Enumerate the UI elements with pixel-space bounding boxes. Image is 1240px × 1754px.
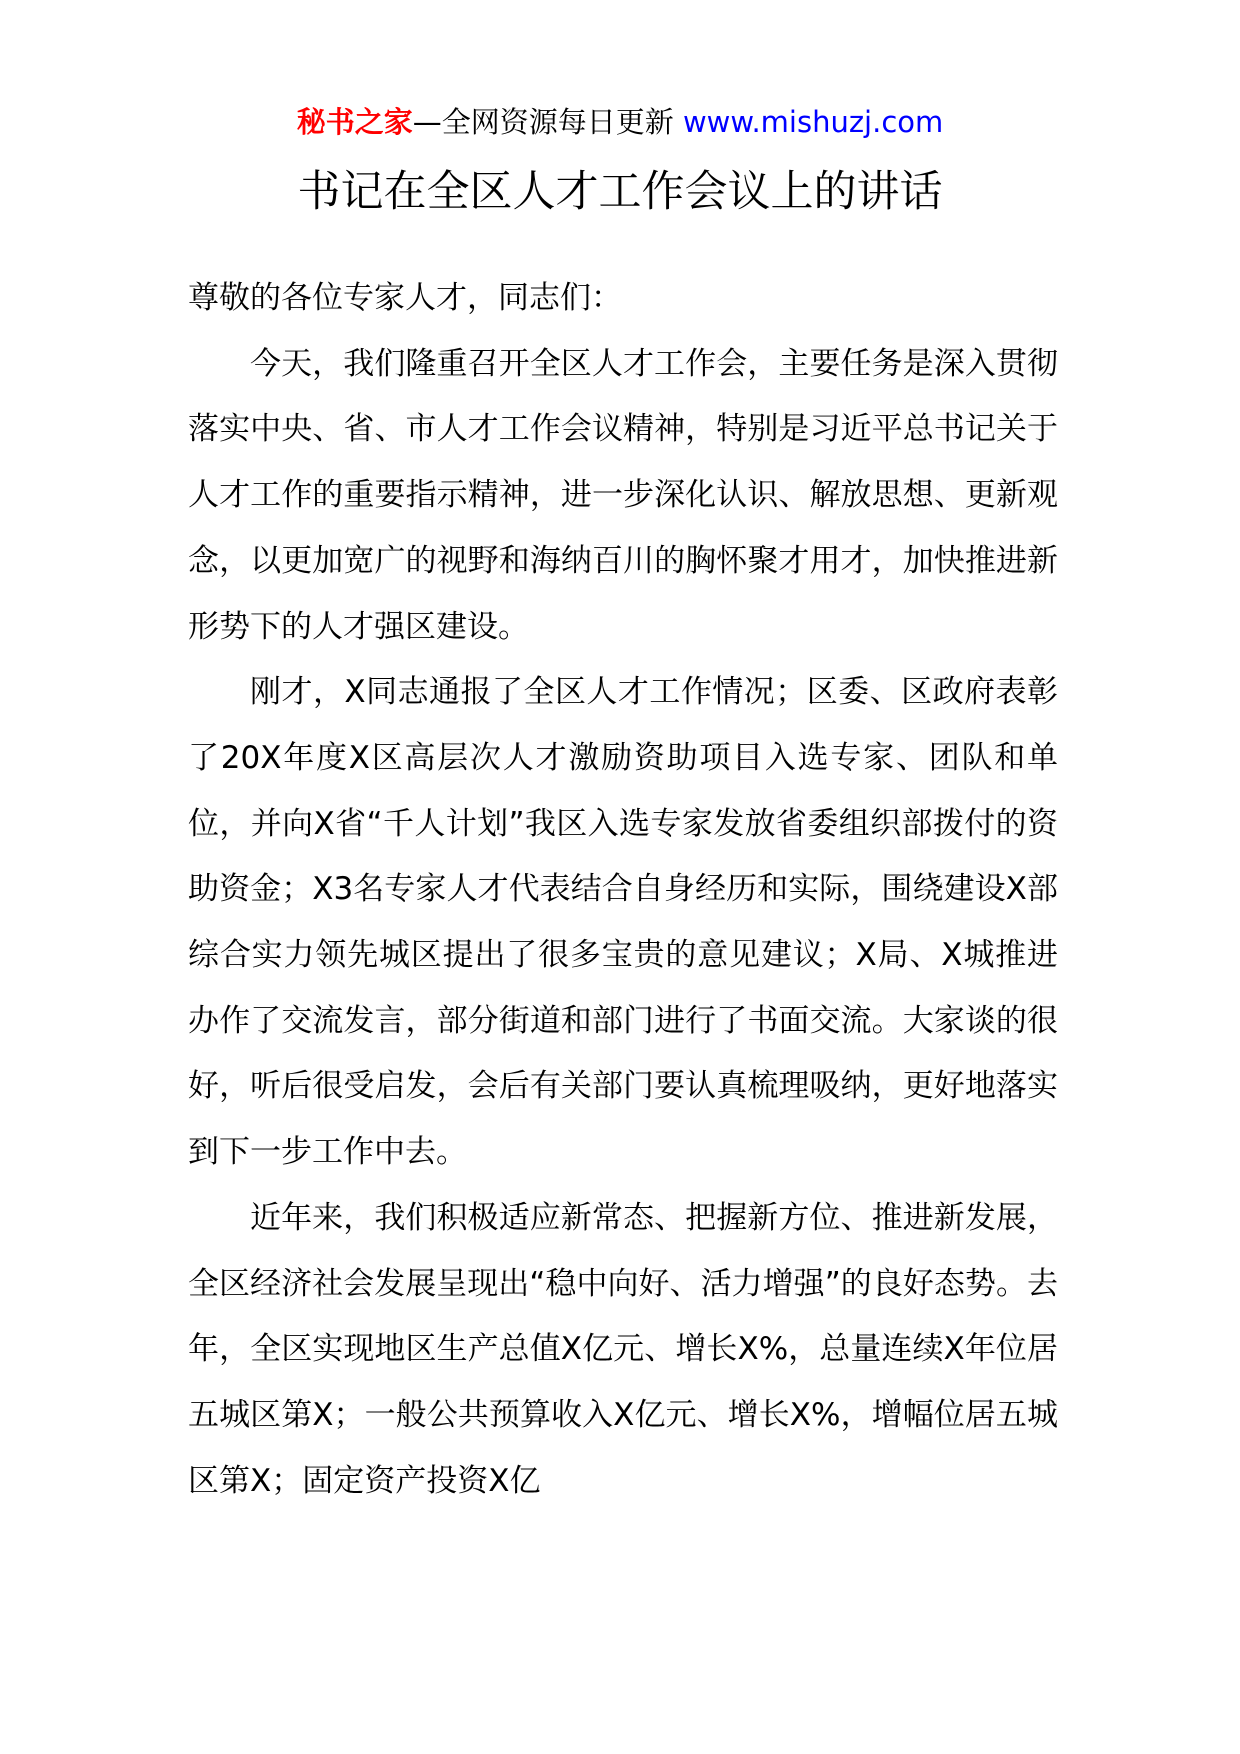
salutation: 尊敬的各位专家人才，同志们： <box>188 280 622 316</box>
header-tagline: —全网资源每日更新 <box>412 105 683 139</box>
paragraph-1: 今天，我们隆重召开全区人才工作会，主要任务是深入贯彻落实中央、省、市人才工作会议精神，特别是习近平总书记关于人才工作的重要指示精神，进一步深化认识、解放思想、更新观念，以更加宽广的视野和海纳百川的胸怀聚才用才，加快推进新形势下的人才强区建设。 <box>188 345 1058 645</box>
site-header <box>0 102 1240 142</box>
brand-name: 秘书之家 <box>296 105 413 139</box>
paragraph-2: 刚才，X同志通报了全区人才工作情况；区委、区政府表彰了20X年度X区高层次人才激励资助项目入选专家、团队和单位，并向X省“千人计划”我区入选专家发放省委组织部拨付的资助资金；X3名专家人才代表结合自身经历和实际，围绕建设X部综合实力领先城区提出了很多宝贵的意见建议；X局、X城推进办作了交流发言，部分街道和部门进行了书面交流。大家谈的很好，听后很受启发，会后有关部门要认真梳理吸纳，更好地落实到下一步工作中去。 <box>188 674 1058 1171</box>
site-url-link[interactable]: www.mishuzj.com <box>682 105 944 139</box>
paragraph-3: 近年来，我们积极适应新常态、把握新方位、推进新发展，全区经济社会发展呈现出“稳中向好、活力增强”的良好态势。去年，全区实现地区生产总值X亿元、增长X%，总量连续X年位居五城区第X；一般公共预算收入X亿元、增长X%，增幅位居五城区第X；固定资产投资X亿 <box>188 1199 1058 1499</box>
document-body <box>188 266 1058 1514</box>
document-title: 书记在全区人才工作会议上的讲话 <box>297 167 943 217</box>
